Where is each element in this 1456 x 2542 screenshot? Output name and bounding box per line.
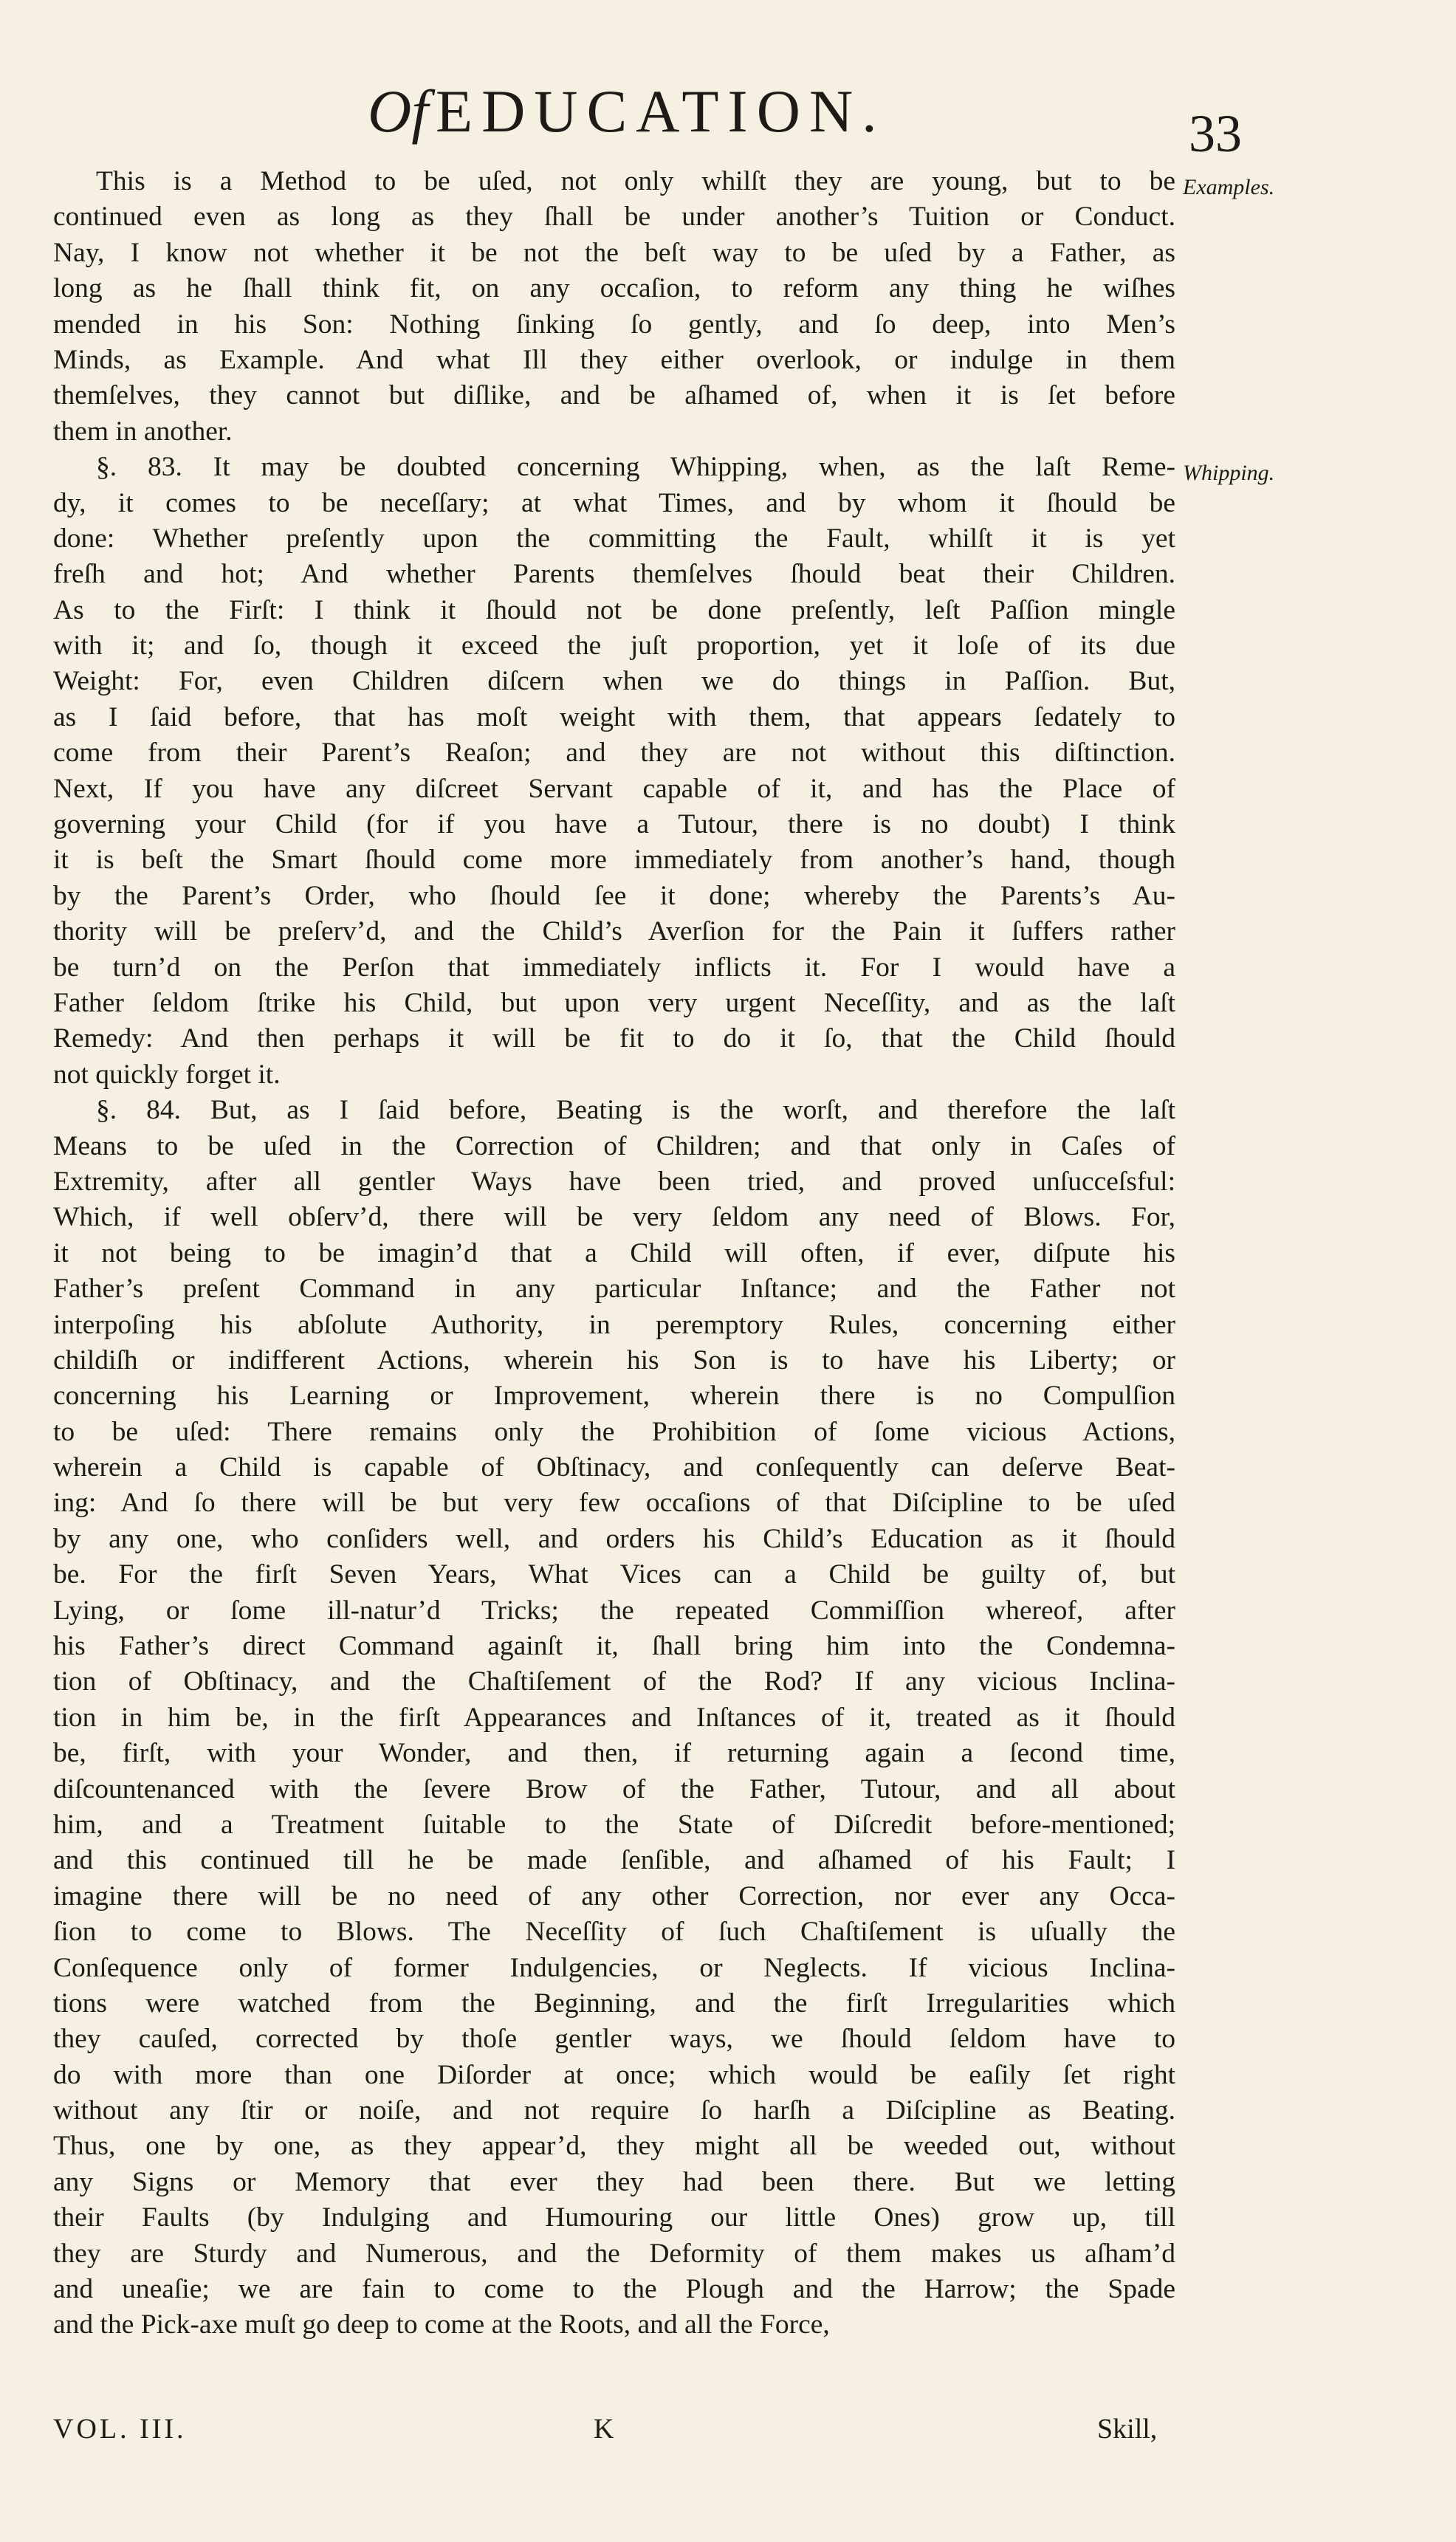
text-line: Which, if well obſerv’d, there will be very ſeldom any need of Blows. For,	[53, 1202, 1175, 1233]
text-line: continued even as long as they ſhall be under another’s Tuition or Conduct.	[53, 202, 1175, 233]
text-line: and the Pick-axe muſt go deep to come at the Roots, and all the Force,	[53, 2309, 830, 2340]
text-line: interpoſing his abſolute Authority, in peremptory Rules, concerning either	[53, 1309, 1175, 1340]
text-line: by any one, who conſiders well, and orders his Child’s Education as it ſhould	[53, 1523, 1175, 1554]
margin-note-examples: Examples.	[1183, 175, 1275, 199]
text-line: As to the Firſt: I think it ſhould not be done preſently, leſt Paſſion mingle	[53, 594, 1175, 625]
text-line: diſcountenanced with the ſevere Brow of the Father, Tutour, and all about	[53, 1773, 1175, 1804]
text-line: and uneaſie; we are fain to come to the Plough and the Harrow; the Spade	[53, 2274, 1175, 2305]
text-line: §. 84. But, as I ſaid before, Beating is the worſt, and therefore the laſt	[96, 1095, 1175, 1126]
title-prefix: Of	[368, 78, 428, 145]
text-line: Father ſeldom ſtrike his Child, but upon very urgent Neceſſity, and as the laſt	[53, 987, 1175, 1018]
text-line: and this continued till he be made ſenſible, and aſhamed of his Fault; I	[53, 1845, 1175, 1876]
text-line: tions were watched from the Beginning, and the firſt Irregularities which	[53, 1988, 1175, 2019]
text-line: tion in him be, in the firſt Appearances and Inſtances of it, treated as it ſhould	[53, 1702, 1175, 1733]
text-line: do with more than one Diſorder at once; which would be eaſily ſet right	[53, 2059, 1175, 2090]
text-line: come from their Parent’s Reaſon; and they are not without this diſtinction.	[53, 738, 1175, 769]
text-line: by the Parent’s Order, who ſhould ſee it done; whereby the Parents’s Au-	[53, 880, 1175, 911]
text-line: dy, it comes to be neceſſary; at what Times, and by whom it ſhould be	[53, 487, 1175, 518]
text-line: §. 83. It may be doubted concerning Whipping, when, as the laſt Reme-	[96, 452, 1175, 483]
text-line: Means to be uſed in the Correction of Children; and that only in Caſes of	[53, 1130, 1175, 1161]
text-line: ing: And ſo there will be but very few occaſions of that Diſcipline to be uſed	[53, 1488, 1175, 1519]
text-line: long as he ſhall think fit, on any occaſion, to reform any thing he wiſhes	[53, 273, 1175, 304]
text-line: wherein a Child is capable of Obſtinacy, and conſequently can deſerve Beat-	[53, 1452, 1175, 1483]
text-line: ſion to come to Blows. The Neceſſity of ſuch Chaſtiſement is uſually the	[53, 1917, 1175, 1948]
paragraph-container	[53, 164, 1175, 2343]
text-line: tion of Obſtinacy, and the Chaſtiſement of the Rod? If any vicious Inclina-	[53, 1666, 1175, 1697]
text-line: without any ſtir or noiſe, and not require ſo harſh a Diſcipline as Beating.	[53, 2095, 1175, 2126]
text-line: Minds, as Example. And what Ill they either overlook, or indulge in them	[53, 344, 1175, 375]
text-line: Extremity, after all gentler Ways have been tried, and proved unſucceſsful:	[53, 1166, 1175, 1197]
text-line: This is a Method to be uſed, not only whilſt they are young, but to be	[96, 166, 1175, 196]
signature-mark: K	[594, 2414, 614, 2445]
text-line: themſelves, they cannot but diſlike, and be aſhamed of, when it is ſet before	[53, 380, 1175, 411]
page-footer	[0, 2413, 1456, 2457]
text-line: governing your Child (for if you have a Tutour, there is no doubt) I think	[53, 809, 1175, 840]
text-line: they are Sturdy and Numerous, and the Deformity of them makes us aſham’d	[53, 2238, 1175, 2269]
text-line: as I ſaid before, that has moſt weight with them, that appears ſedately to	[53, 701, 1175, 732]
title-text: EDUCATION.	[436, 78, 886, 145]
text-line: any Signs or Memory that ever they had been there. But we letting	[53, 2166, 1175, 2197]
text-line: Father’s preſent Command in any particular Inſtance; and the Father not	[53, 1274, 1175, 1305]
running-head	[0, 77, 1456, 165]
text-line: his Father’s direct Command againſt it, ſhall bring him into the Condemna-	[53, 1631, 1175, 1662]
page-number: 33	[1189, 104, 1242, 163]
margin-note-whipping: Whipping.	[1183, 461, 1275, 485]
text-line: it is beſt the Smart ſhould come more immediately from another’s hand, though	[53, 845, 1175, 876]
text-line: Lying, or ſome ill-natur’d Tricks; the repeated Commiſſion whereof, after	[53, 1595, 1175, 1626]
volume-label: VOL. III.	[53, 2414, 187, 2445]
text-line: be. For the firſt Seven Years, What Vices can a Child be guilty of, but	[53, 1559, 1175, 1590]
text-line: them in another.	[53, 416, 233, 447]
text-line: not quickly forget it.	[53, 1059, 281, 1090]
text-line: Weight: For, even Children diſcern when we do things in Paſſion. But,	[53, 666, 1175, 697]
catchword: Skill,	[1097, 2414, 1158, 2445]
text-line: with it; and ſo, though it exceed the juſt proportion, yet it loſe of its due	[53, 631, 1175, 662]
text-line: be, firſt, with your Wonder, and then, if returning again a ſecond time,	[53, 1738, 1175, 1769]
text-line: Next, If you have any diſcreet Servant capable of it, and has the Place of	[53, 773, 1175, 804]
body-text	[53, 164, 1175, 2343]
text-line: childiſh or indifferent Actions, wherein his Son is to have his Liberty; or	[53, 1344, 1175, 1375]
text-line: Thus, one by one, as they appear’d, they might all be weeded out, without	[53, 2131, 1175, 2162]
text-line: him, and a Treatment ſuitable to the State of Diſcredit before-mentioned;	[53, 1809, 1175, 1840]
text-line: they cauſed, corrected by thoſe gentler ways, we ſhould ſeldom have to	[53, 2024, 1175, 2055]
text-line: imagine there will be no need of any other Correction, nor ever any Occa-	[53, 1880, 1175, 1911]
text-line: be turn’d on the Perſon that immediately inflicts it. For I would have a	[53, 952, 1175, 983]
text-line: concerning his Learning or Improvement, wherein there is no Compulſion	[53, 1381, 1175, 1412]
text-line: Nay, I know not whether it be not the beſt way to be uſed by a Father, as	[53, 237, 1175, 268]
text-line: thority will be preſerv’d, and the Child’s Averſion for the Pain it ſuffers rather	[53, 916, 1175, 947]
text-line: Conſequence only of former Indulgencies, or Neglects. If vicious Inclina-	[53, 1952, 1175, 1983]
text-line: freſh and hot; And whether Parents themſelves ſhould beat their Children.	[53, 559, 1175, 590]
text-line: Remedy: And then perhaps it will be fit to do it ſo, that the Child ſhould	[53, 1023, 1175, 1054]
page-title	[368, 77, 886, 146]
text-line: to be uſed: There remains only the Prohibition of ſome vicious Actions,	[53, 1416, 1175, 1447]
text-line: it not being to be imagin’d that a Child will often, if ever, diſpute his	[53, 1237, 1175, 1268]
text-line: their Faults (by Indulging and Humouring our little Ones) grow up, till	[53, 2202, 1175, 2233]
text-line: mended in his Son: Nothing ſinking ſo gently, and ſo deep, into Men’s	[53, 309, 1175, 340]
text-line: done: Whether preſently upon the committing the Fault, whilſt it is yet	[53, 523, 1175, 554]
